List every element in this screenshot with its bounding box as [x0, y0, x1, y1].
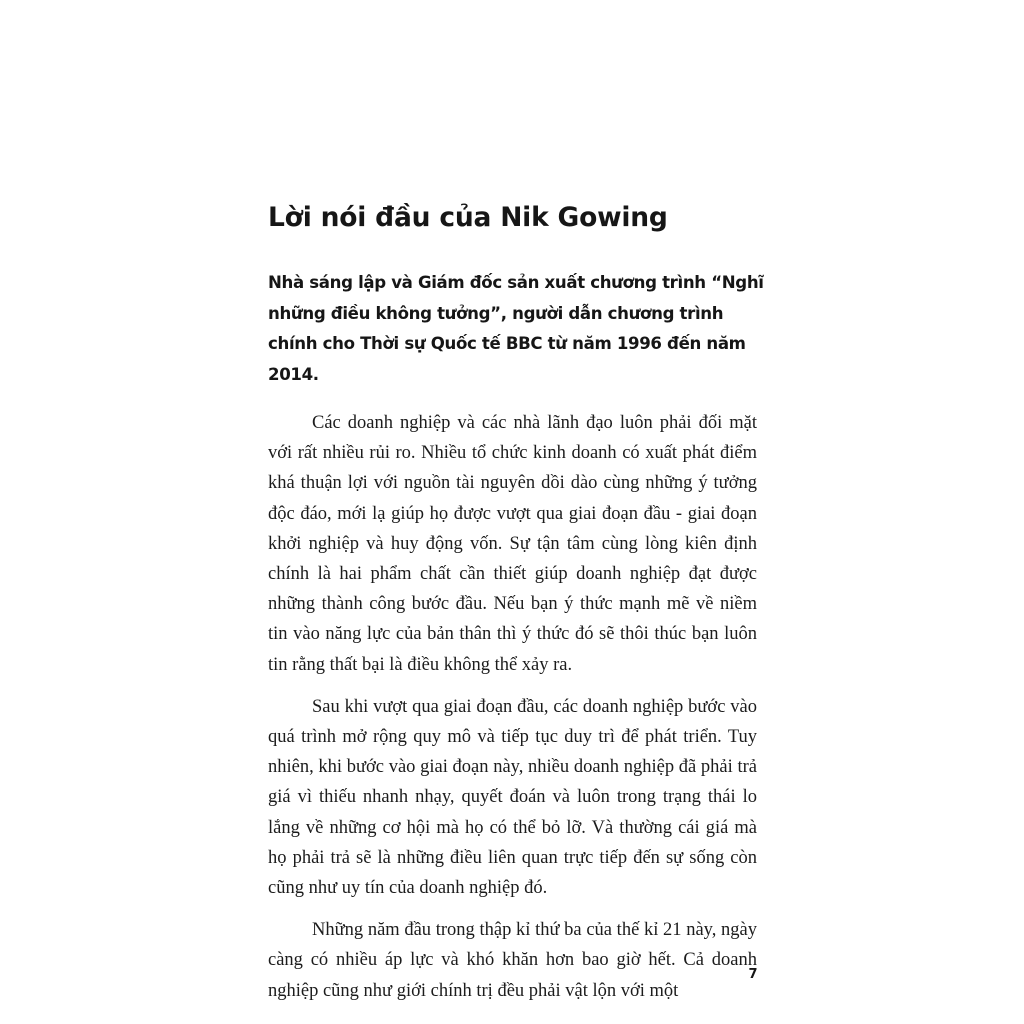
paragraph: Những năm đầu trong thập kỉ thứ ba của thế kỉ 21 này, ngày càng có nhiều áp lực và khó khăn hơn bao giờ hết. Cả doanh nghiệp cũng như giới chính trị đều phải vật lộn với một — [268, 920, 757, 1001]
chapter-title: Lời nói đầu của Nik Gowing — [268, 202, 668, 233]
paragraph: Các doanh nghiệp và các nhà lãnh đạo luôn phải đối mặt với rất nhiều rủi ro. Nhiều tổ chức kinh doanh có xuất phát điểm khá thuận lợi với nguồn tài nguyên dồi dào cùng những ý tưởng độc đáo, mới lạ giúp họ được vượt qua giai đoạn đầu - giai đoạn khởi nghiệp và huy động vốn. Sự tận tâm cùng lòng kiên định chính là hai phẩm chất cần thiết giúp doanh nghiệp đạt được những thành công bước đầu. Nếu bạn ý thức mạnh mẽ về niềm tin vào năng lực của bản thân thì ý thức đó sẽ thôi thúc bạn luôn tin rằng thất bại là điều không thể xảy ra. — [268, 413, 757, 675]
page-number: 7 — [748, 967, 758, 982]
chapter-subtitle: Nhà sáng lập và Giám đốc sản xuất chương trình “Nghĩ những điều không tưởng”, người dẫn chương trình chính cho Thời sự Quốc tế BBC từ năm 1996 đến năm 2014. — [268, 273, 764, 384]
body-text — [268, 408, 757, 1018]
paragraph: Sau khi vượt qua giai đoạn đầu, các doanh nghiệp bước vào quá trình mở rộng quy mô và tiếp tục duy trì để phát triển. Tuy nhiên, khi bước vào giai đoạn này, nhiều doanh nghiệp đã phải trả giá vì thiếu nhanh nhạy, quyết đoán và luôn trong trạng thái lo lắng về những cơ hội mà họ có thể bỏ lỡ. Và thường cái giá mà họ phải trả sẽ là những điều liên quan trực tiếp đến sự sống còn cũng như uy tín của doanh nghiệp đó. — [268, 696, 757, 899]
